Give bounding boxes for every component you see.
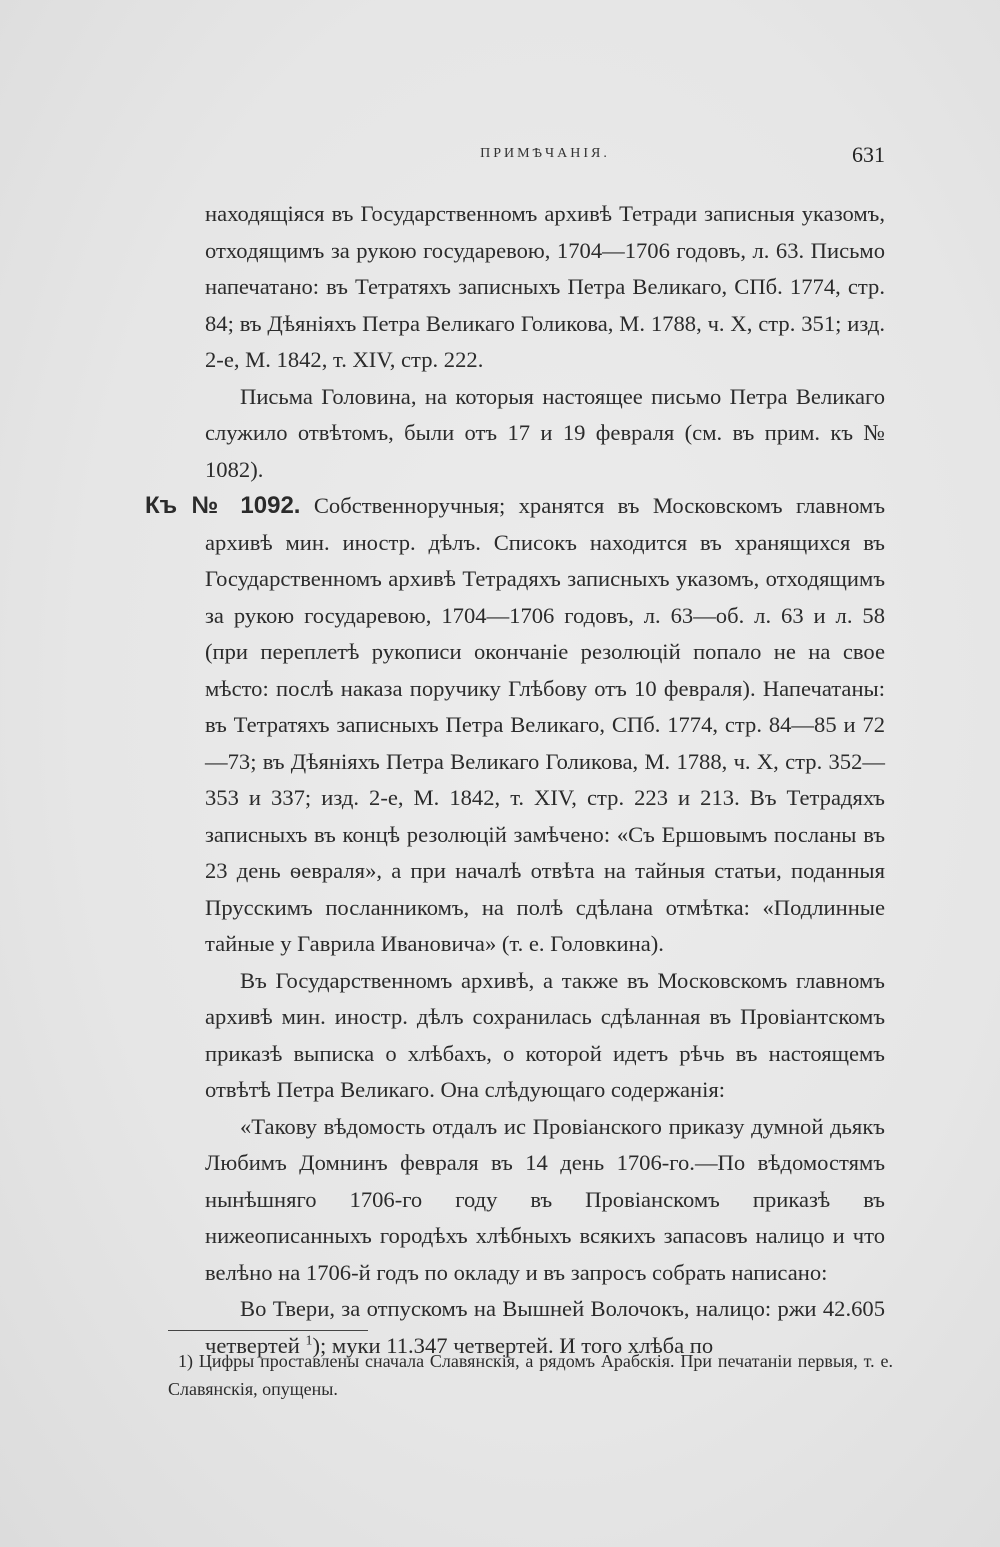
paragraph-state-archive: Въ Государственномъ архивѣ, а также въ Московскомъ главномъ архивѣ мин. иностр. дѣлъ сохранилась сдѣланная въ Провіантскомъ приказѣ выписка о хлѣбахъ, о которой идетъ рѣчь въ настоящемъ отвѣтѣ Петра Великаго. Она слѣдующаго содержанія: — [205, 967, 885, 1102]
running-head — [205, 142, 885, 172]
running-title: ПРИМѢЧАНІЯ. — [480, 146, 610, 161]
note-1092-text: Собственноручныя; хранятся въ Московскомъ главномъ архивѣ мин. иностр. дѣлъ. Списокъ находится въ хранящихся въ Государственномъ архивѣ Тетрадяхъ записныхъ указомъ, отходящимъ за рукою государевою, 1704—1706 годовъ, л. 63—об. л. 63 и л. 58 (при переплетѣ рукописи окончаніе резолюцій попало не на свое мѣсто: послѣ наказа поручику Глѣбову отъ 10 февраля). Напечатаны: въ Тетратяхъ записныхъ Петра Великаго, СПб. 1774, стр. 84—85 и 72—73; въ Дѣяніяхъ Петра Великаго Голикова, М. 1788, ч. X, стр. 352—353 и 337; изд. 2-е, М. 1842, т. XIV, стр. 223 и 213. Въ Тетрадяхъ записныхъ въ концѣ резолюцій замѣчено: «Съ Ершовымъ посланы въ 23 день ѳевраля», а при началѣ отвѣта на тайныя статьи, поданныя Прусскимъ посланникомъ, на полѣ сдѣлана отмѣтка: «Подлинные тайные у Гаврила Ивановича» (т. е. Головкина). — [205, 493, 886, 956]
paragraph-continued: находящіяся въ Государственномъ архивѣ Тетради записныя указомъ, отходящимъ за рукою государевою, 1704—1706 годовъ, л. 63. Письмо напечатано: въ Тетратяхъ записныхъ Петра Великаго, СПб. 1774, стр. 84; въ Дѣяніяхъ Петра Великаго Голикова, М. 1788, ч. X, стр. 351; изд. 2-е, М. 1842, т. XIV, стр. 222. — [205, 201, 885, 372]
footnote-text: 1) Цифры проставлены сначала Славянскія, а рядомъ Арабскія. При печатаніи первыя, т. е. Славянскія, опущены. — [168, 1351, 893, 1399]
footnote — [168, 1347, 893, 1403]
paragraph-quoted-record: «Такову вѣдомость отдалъ ис Провіанского приказу думной дьякъ Любимъ Домнинъ февраля въ 14 день 1706-го.—По вѣдомостямъ нынѣшняго 1706-го году въ Провіанскомъ приказѣ въ нижеописанныхъ городѣхъ хлѣбныхъ всякихъ запасовъ налицо и что велѣно на 1706-й годъ по окладу и въ запросъ собрать написано: — [205, 1113, 885, 1285]
body-text — [145, 196, 886, 1364]
footnote-divider — [168, 1330, 368, 1331]
tver-text-b: ); муки 11.347 четвертей. И того хлѣба по — [312, 1332, 714, 1358]
page-number: 631 — [852, 142, 885, 167]
paragraph-note-1092 — [145, 488, 886, 963]
tver-text-a: Во Твери, за отпускомъ на Вышней Волочокъ, налицо: ржи 42.605 четвертей — [205, 1296, 885, 1358]
footnote-ref: 1 — [305, 1332, 313, 1348]
note-number-heading: Къ № 1092. — [145, 492, 301, 519]
paragraph-golovin-letters: Письма Головина, на которыя настоящее письмо Петра Великаго служило отвѣтомъ, были отъ 17 и 19 февраля (см. въ прим. къ № 1082). — [205, 383, 885, 482]
